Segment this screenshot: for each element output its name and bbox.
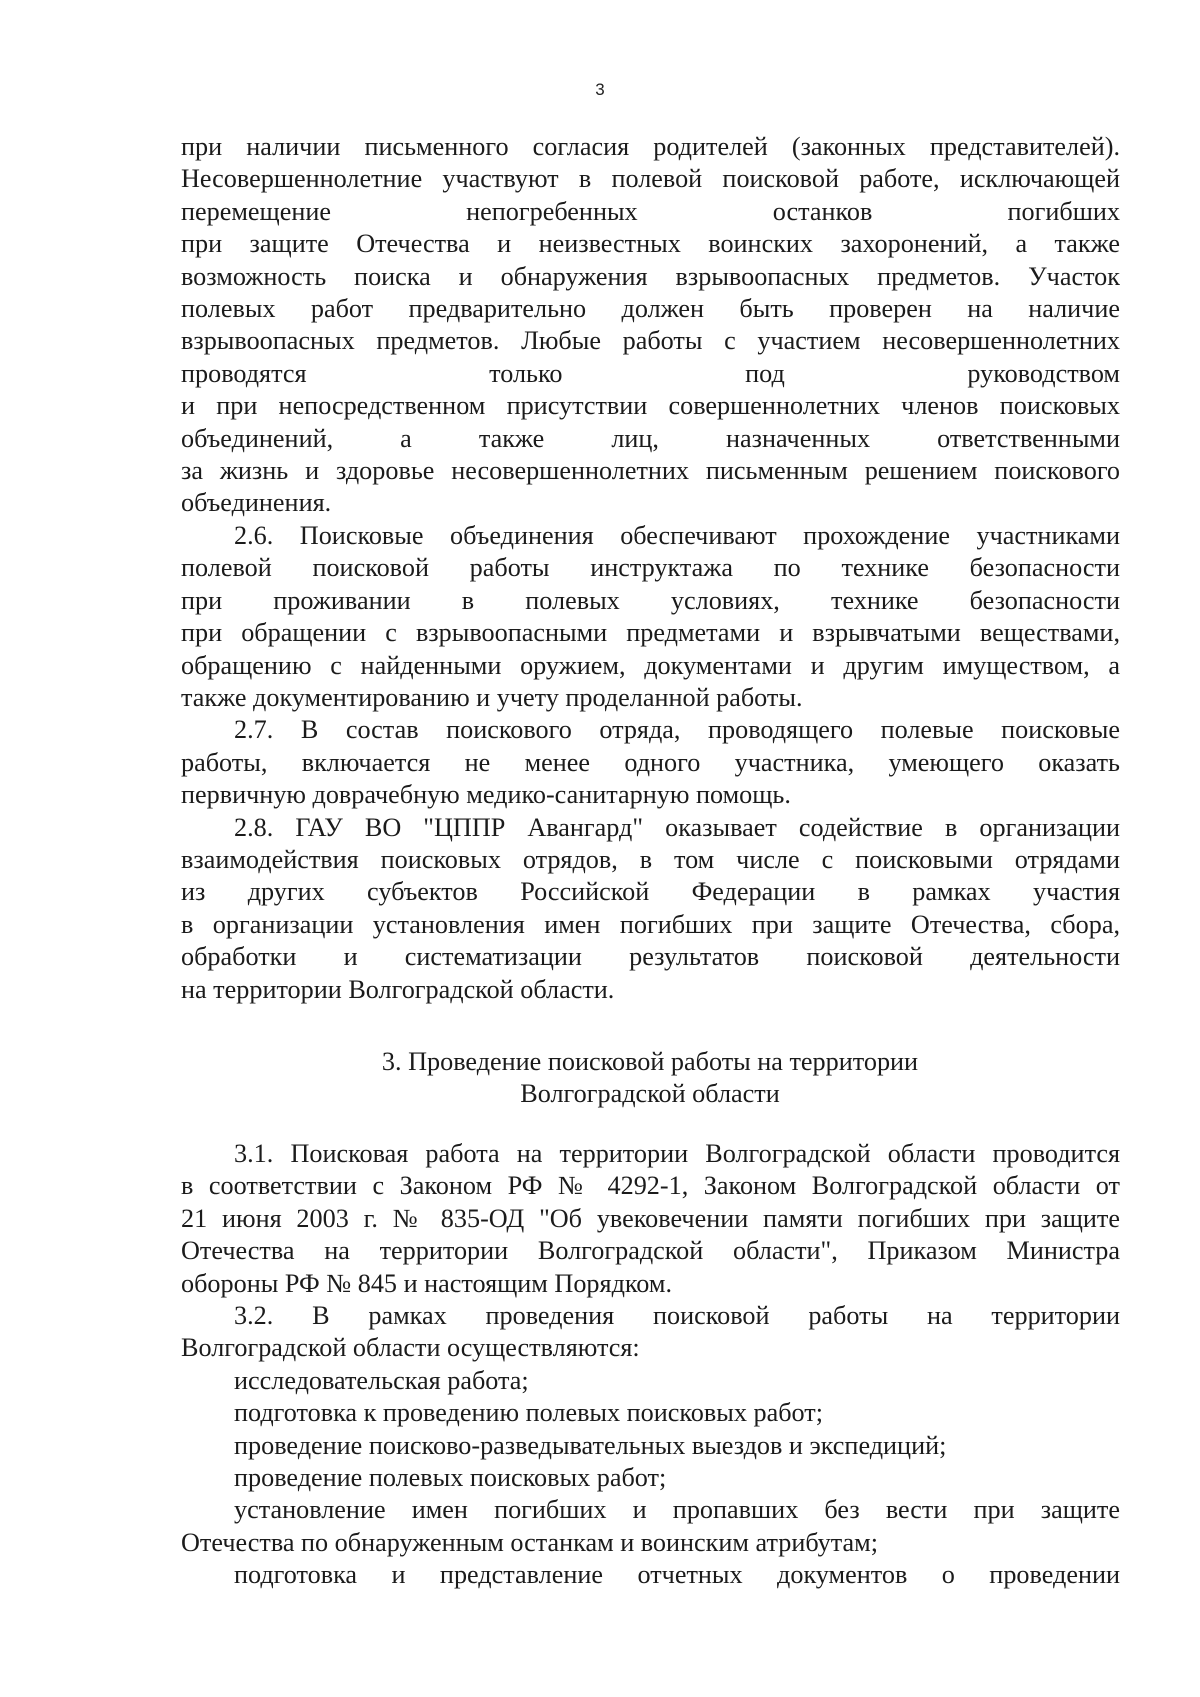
text-line: возможность поиска и обнаружения взрывоопасных предметов. Участок bbox=[181, 261, 1120, 291]
text-line: в организации установления имен погибших при защите Отечества, сбора, bbox=[181, 909, 1120, 939]
text-line: Волгоградской области осуществляются: bbox=[181, 1333, 640, 1363]
text-line: Отечества на территории Волгоградской области", Приказом Министра bbox=[181, 1236, 1120, 1266]
body-text-top bbox=[181, 131, 1120, 1006]
heading-line: 3. Проведение поисковой работы на территории bbox=[381, 1047, 919, 1076]
text-line: 2.6. Поисковые объединения обеспечивают прохождение участниками bbox=[234, 520, 1120, 550]
list-item: подготовка к проведению полевых поисковых работ; bbox=[234, 1398, 824, 1428]
text-line: на территории Волгоградской области. bbox=[181, 974, 615, 1004]
text-line: за жизнь и здоровье несовершеннолетних письменным решением поискового bbox=[181, 456, 1120, 486]
list-item: установление имен погибших и пропавших без вести при защите bbox=[234, 1495, 1120, 1525]
list-item: проведение полевых поисковых работ; bbox=[234, 1463, 667, 1493]
text-line: 21 июня 2003 г. № 835-ОД "Об увековечении памяти погибших при защите bbox=[181, 1203, 1120, 1233]
text-line: взрывоопасных предметов. Любые работы с участием несовершеннолетних bbox=[181, 326, 1120, 356]
text-line: при защите Отечества и неизвестных воинских захоронений, а также bbox=[181, 229, 1120, 259]
section-3-heading bbox=[50, 1046, 1200, 1111]
paragraph-2-7 bbox=[181, 714, 1120, 811]
text-line: обращению с найденными оружием, документами и другим имуществом, а bbox=[181, 650, 1120, 680]
text-line: из других субъектов Российской Федерации в рамках участия bbox=[181, 877, 1120, 907]
text-line: объединения. bbox=[181, 488, 332, 518]
text-line: полевых работ предварительно должен быть проверен на наличие bbox=[181, 294, 1120, 324]
text-line: проводятся только под руководством bbox=[181, 358, 1120, 388]
list-item: подготовка и представление отчетных документов о проведении bbox=[234, 1560, 1120, 1590]
body-text-bottom bbox=[181, 1138, 1120, 1592]
text-line: взаимодействия поисковых отрядов, в том числе с поисковыми отрядами bbox=[181, 844, 1120, 874]
text-line: первичную доврачебную медико-санитарную помощь. bbox=[181, 780, 791, 810]
text-line: Отечества по обнаруженным останкам и воинским атрибутам; bbox=[181, 1527, 879, 1557]
text-line: 3.2. В рамках проведения поисковой работы на территории bbox=[234, 1301, 1120, 1331]
text-line: и при непосредственном присутствии совершеннолетних членов поисковых bbox=[181, 391, 1120, 421]
paragraph-2-6 bbox=[181, 520, 1120, 714]
text-line: перемещение непогребенных останков погибших bbox=[181, 196, 1120, 226]
paragraph-2-8 bbox=[181, 812, 1120, 1006]
text-line: при наличии письменного согласия родителей (законных представителей). bbox=[181, 132, 1120, 161]
text-line: при обращении с взрывоопасными предметами и взрывчатыми веществами, bbox=[181, 618, 1120, 648]
heading-line: Волгоградской области bbox=[520, 1079, 780, 1109]
text-line: при проживании в полевых условиях, технике безопасности bbox=[181, 585, 1120, 615]
text-line: 3.1. Поисковая работа на территории Волгоградской области проводится bbox=[234, 1139, 1120, 1168]
page-number: 3 bbox=[595, 80, 605, 99]
paragraph-continuation bbox=[181, 131, 1120, 520]
text-line: обороны РФ № 845 и настоящим Порядком. bbox=[181, 1268, 673, 1298]
text-line: 2.8. ГАУ ВО "ЦППР Авангард" оказывает содействие в организации bbox=[234, 812, 1120, 842]
text-line: 2.7. В состав поискового отряда, проводящего полевые поисковые bbox=[234, 715, 1120, 745]
text-line: также документированию и учету проделанной работы. bbox=[181, 682, 803, 712]
list-item: исследовательская работа; bbox=[234, 1365, 529, 1395]
text-line: полевой поисковой работы инструктажа по технике безопасности bbox=[181, 553, 1120, 583]
list-item: проведение поисково-разведывательных выездов и экспедиций; bbox=[234, 1430, 947, 1460]
text-line: объединений, а также лиц, назначенных ответственными bbox=[181, 423, 1120, 453]
text-line: Несовершеннолетние участвуют в полевой поисковой работе, исключающей bbox=[181, 164, 1120, 194]
text-line: обработки и систематизации результатов поисковой деятельности bbox=[181, 942, 1120, 972]
text-line: в соответствии с Законом РФ № 4292-1, Законом Волгоградской области от bbox=[181, 1171, 1120, 1201]
paragraph-3-2 bbox=[181, 1300, 1120, 1592]
paragraph-3-1 bbox=[181, 1138, 1120, 1300]
text-line: работы, включается не менее одного участника, умеющего оказать bbox=[181, 747, 1120, 777]
